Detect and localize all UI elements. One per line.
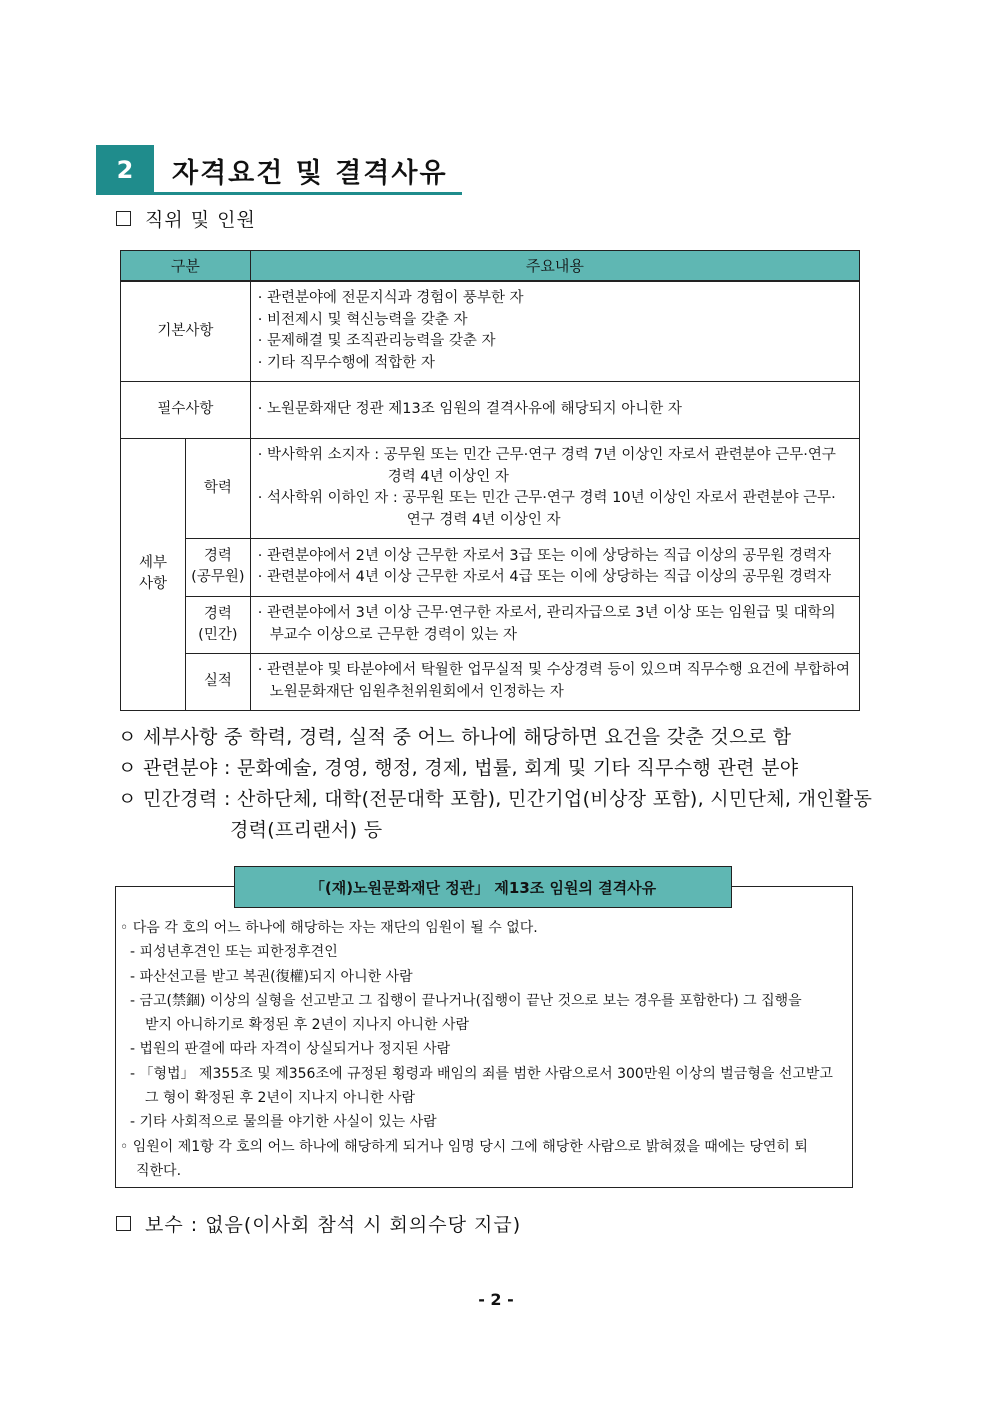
list-item: · 문제해결 및 조직관리능력을 갖춘 자 bbox=[257, 333, 496, 350]
box-line: - 「형법」 제355조 및 제356조에 규정된 횡령과 배임의 죄를 범한 사람으로서 300만원 이상의 벌금형을 선고받고 bbox=[130, 1065, 833, 1082]
section-underline bbox=[154, 192, 462, 195]
list-item-continued: 노원문화재단 임원추천위원회에서 인정하는 자 bbox=[269, 683, 564, 700]
list-item: · 관련분야에 전문지식과 경험이 풍부한 자 bbox=[257, 290, 524, 307]
box-line: ◦ 다음 각 호의 어느 하나에 해당하는 자는 재단의 임원이 될 수 없다. bbox=[120, 920, 538, 936]
notes-list bbox=[118, 722, 872, 846]
list-item: · 관련분야에서 3년 이상 근무·연구한 자로서, 관리자급으로 3년 이상 또는 임원급 및 대학의 bbox=[257, 605, 836, 621]
box-line: ◦ 임원이 제1항 각 호의 어느 하나에 해당하게 되거나 임명 당시 그에 해당한 사람으로 밝혀졌을 때에는 당연히 퇴 bbox=[120, 1138, 808, 1155]
requirements-table bbox=[120, 250, 860, 711]
box-line: 그 형이 확정된 후 2년이 지나지 아니한 사람 bbox=[145, 1090, 415, 1107]
pay-heading bbox=[116, 1210, 521, 1237]
table-header-row bbox=[121, 251, 860, 282]
box-line: - 법원의 판결에 따라 자격이 상실되거나 정지된 사람 bbox=[130, 1041, 451, 1058]
box-line: - 금고(禁錮) 이상의 실형을 선고받고 그 집행이 끝나거나(집행이 끝난 것으로 보는 경우를 포함한다) 그 집행을 bbox=[130, 992, 802, 1009]
achievement-label: 실적 bbox=[185, 653, 250, 710]
career-public-label: 경력 (공무원) bbox=[185, 538, 250, 596]
list-item: · 관련분야에서 4년 이상 근무한 자로서 4급 또는 이에 상당하는 직급 이상의 공무원 경력자 bbox=[257, 569, 832, 585]
checkbox-square-icon bbox=[116, 1216, 131, 1231]
box-line: - 기타 사회적으로 물의를 야기한 사실이 있는 사람 bbox=[130, 1114, 437, 1131]
table-row-career-public bbox=[121, 538, 860, 596]
disqualification-box-title: 「(재)노원문화재단 정관」 제13조 임원의 결격사유 bbox=[234, 866, 732, 908]
list-item-continued: 경력 4년 이상인 자 bbox=[387, 468, 509, 485]
education-content bbox=[250, 438, 859, 538]
box-line: 직한다. bbox=[136, 1162, 182, 1179]
career-private-content bbox=[250, 596, 859, 653]
section-title: 자격요건 및 결격사유 bbox=[172, 158, 448, 189]
list-item: · 박사학위 소지자 : 공무원 또는 민간 근무·연구 경력 7년 이상인 자로서 관련분야 근무·연구 bbox=[257, 447, 836, 463]
header-category: 구분 bbox=[121, 251, 251, 282]
basic-label: 기본사항 bbox=[121, 281, 251, 381]
detail-label: 세부 사항 bbox=[121, 438, 186, 710]
list-item: · 비전제시 및 혁신능력을 갖춘 자 bbox=[257, 311, 468, 328]
required-content: · 노원문화재단 정관 제13조 임원의 결격사유에 해당되지 아니한 자 bbox=[250, 381, 859, 438]
position-heading-text: 직위 및 인원 bbox=[145, 209, 256, 231]
career-public-content bbox=[250, 538, 859, 596]
education-label: 학력 bbox=[185, 438, 250, 538]
note-item: ㅇ 민간경력 : 산하단체, 대학(전문대학 포함), 민간기업(비상장 포함), 시민단체, 개인활동 bbox=[118, 788, 873, 810]
box-line: - 피성년후견인 또는 피한정후견인 bbox=[130, 944, 338, 961]
list-item-continued: 부교수 이상으로 근무한 경력이 있는 자 bbox=[269, 626, 517, 643]
page-number: - 2 - bbox=[478, 1290, 514, 1309]
list-item: · 석사학위 이하인 자 : 공무원 또는 민간 근무·연구 경력 10년 이상인 자로서 관련분야 근무· bbox=[257, 490, 836, 506]
checkbox-square-icon bbox=[116, 211, 131, 226]
achievement-content bbox=[250, 653, 859, 710]
list-item: · 관련분야 및 타분야에서 탁월한 업무실적 및 수상경력 등이 있으며 직무수행 요건에 부합하여 bbox=[257, 662, 850, 678]
header-content: 주요내용 bbox=[250, 251, 859, 282]
list-item: · 관련분야에서 2년 이상 근무한 자로서 3급 또는 이에 상당하는 직급 이상의 공무원 경력자 bbox=[257, 547, 832, 564]
basic-content bbox=[250, 281, 859, 381]
table-row-career-private bbox=[121, 596, 860, 653]
pay-heading-text: 보수 : 없음(이사회 참석 시 회의수당 지급) bbox=[145, 1214, 522, 1236]
table-row-achievement bbox=[121, 653, 860, 710]
table-row-required bbox=[121, 381, 860, 438]
section-header bbox=[96, 145, 462, 195]
position-heading bbox=[116, 205, 256, 232]
list-item: · 기타 직무수행에 적합한 자 bbox=[257, 354, 435, 371]
note-item: ㅇ 세부사항 중 학력, 경력, 실적 중 어느 하나에 해당하면 요건을 갖춘 것으로 함 bbox=[118, 726, 792, 748]
note-item-continued: 경력(프리랜서) 등 bbox=[230, 819, 383, 841]
list-item-continued: 연구 경력 4년 이상인 자 bbox=[406, 511, 561, 528]
table-row-basic bbox=[121, 281, 860, 381]
box-line: - 파산선고를 받고 복권(復權)되지 아니한 사람 bbox=[130, 968, 413, 985]
disqualification-box-body bbox=[120, 916, 850, 1183]
note-item: ㅇ 관련분야 : 문화예술, 경영, 행정, 경제, 법률, 회계 및 기타 직무수행 관련 분야 bbox=[118, 757, 799, 779]
career-private-label: 경력 (민간) bbox=[185, 596, 250, 653]
box-line: 받지 아니하기로 확정된 후 2년이 지나지 아니한 사람 bbox=[145, 1017, 470, 1034]
required-label: 필수사항 bbox=[121, 381, 251, 438]
section-number: 2 bbox=[96, 145, 154, 195]
table-row-education bbox=[121, 438, 860, 538]
